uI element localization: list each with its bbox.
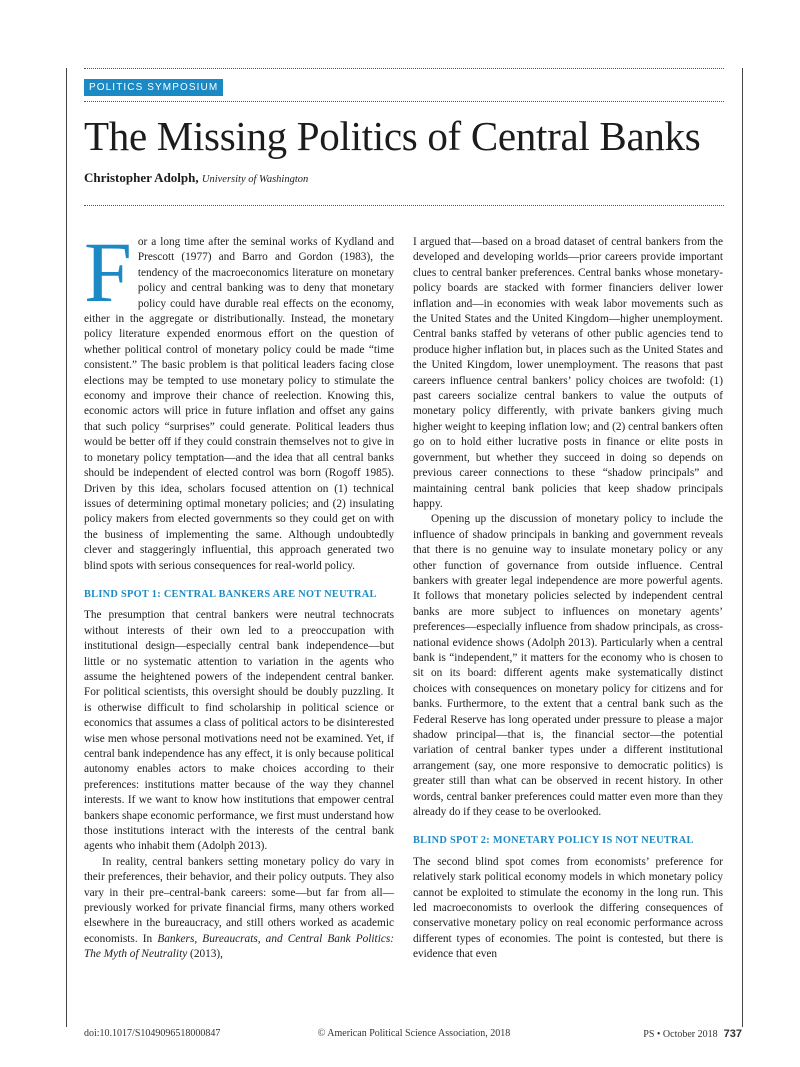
journal-info: PS • October 2018 <box>643 1029 718 1040</box>
article-title: The Missing Politics of Central Banks <box>84 113 701 159</box>
left-margin-rule <box>66 68 67 1027</box>
section-tag: POLITICS SYMPOSIUM <box>84 79 223 96</box>
journal-issue <box>643 1028 742 1040</box>
body-paragraph: I argued that—based on a broad dataset of central bankers from the developed and developing worlds—prior careers provide important clues to central banker preferences. Central banks whose monetary-policy boards are stacked with former financiers deliver lower inflation and—in economies with weak labor movements such as the United States and the United Kingdom—higher unemployment. Central banks staffed by veterans of other public agencies tend to produce higher inflation but, in places such as the United States and the United Kingdom, lower unemployment. The reasons that past careers influence central bankers’ policy choices are twofold: (1) past careers socialize central bankers to value the outputs of monetary policy differently, with private bankers giving much higher weight to keeping inflation low; and (2) central bankers often go on to hold either lucrative posts in finance or elite posts in government, but whether they succeed in doing so depends on previous career connections to these “shadow principals” and maintaining central bank policies that keep shadow principals happy. <box>413 236 723 510</box>
tag-dotted-rule <box>84 101 724 102</box>
book-title: Bankers, Bureaucrats, and Central Bank Politics: The Myth of Neutrality <box>84 932 395 961</box>
section-heading-blind-spot-1: BLIND SPOT 1: CENTRAL BANKERS ARE NOT NEUTRAL <box>84 588 377 600</box>
byline-dotted-rule <box>84 205 724 206</box>
author-name: Christopher Adolph, <box>84 170 199 185</box>
body-paragraph <box>84 855 394 963</box>
section-heading-blind-spot-2: BLIND SPOT 2: MONETARY POLICY IS NOT NEUTRAL <box>413 835 694 847</box>
page-number: 737 <box>723 1028 742 1040</box>
doi-link[interactable]: doi:10.1017/S1049096518000847 <box>84 1028 221 1039</box>
drop-cap: F <box>84 224 132 320</box>
top-dotted-rule <box>84 68 724 69</box>
right-column <box>413 235 723 963</box>
author-affiliation: University of Washington <box>201 174 309 185</box>
body-paragraph: Opening up the discussion of monetary policy to include the influence of shadow principals in banking and government reveals that there is no genuine way to insulate monetary policy or any other function of governance from outside influence. Central bankers with greater legal independence are more powerful agents. It follows that monetary policies selected by independent central banks are more subject to influences on monetary agents’ preferences—especially influence from shadow principals, as cross-national evidence shows (Adolph 2013). Particularly when a central bank is “independent,” it matters for the economy who is chosen to sit on its board: different agents make systematically distinct choices with consequences on monetary policy for citizens and for banks. Furthermore, to the extent that a central bank such as the Federal Reserve has long operated under pressure to please a major shadow principal—that is, the financial sector—the potential variation of central banker types under a different institutional arrangement (say, one more responsive to democratic politics) is greater still than what can be observed in recent history. In other words, central banker preferences could matter even more than they already do if they cease to be overlooked. <box>413 513 723 819</box>
body-text: (2013), <box>187 948 224 961</box>
intro-paragraph <box>84 224 394 574</box>
right-margin-rule <box>742 68 743 1027</box>
body-paragraph: The presumption that central bankers were neutral technocrats without interests of their own led to a preoccupation with institutional design—especially central bank independence—but little or no systematic attention to variation in the agents who assume the heightened powers of the independent central banker. For political scientists, this oversight should be doubly puzzling. It is otherwise difficult to find scholarship in political science or economics that assumes a class of political actors to be disinterested wise men whose personal motivations need not be examined. Yet, if central bank independence has any effect, it is only because political autonomy enables actors to make choices according to their preferences: institutions matter because of the way they channel interests. If we want to know how institutions that empower central bankers shape economic performance, we first must understand how those institutions interact with the interests of the central bank agents who inhabit them (Adolph 2013). <box>84 609 394 853</box>
body-paragraph: The second blind spot comes from economists’ preference for relatively stark political economy models in which monetary policy cannot be exploited to stimulate the economy in the long run. This led macroeconomists to overlook the differing consequences of conservative monetary policy on real economic performance across different types of economies. The point is contested, but there is evidence that even <box>413 855 723 961</box>
copyright: © American Political Science Association, 2018 <box>317 1028 511 1039</box>
intro-text: or a long time after the seminal works of Kydland and Prescott (1977) and Barro and Gordon (1983), the tendency of the macroeconomics literature on monetary policy and central banking was to deny that monetary policy could have durable real effects on the economy, either in the aggregate or distributionally. Instead, the monetary policy literature expended enormous effort on the question of whether political control of monetary policy could be made “time consistent.” The basic problem is that political leaders facing close elections may be tempted to use monetary policy to stimulate the economy and improve their chance of reelection. Knowing this, economic actors will price in future inflation and offset any gains that such policy “surprises” could generate. Political leaders thus would be better off if they could constrain themselves not to give in to monetary policy temptation—and the idea that all central banks should be independent of elected control was born (Rogoff 1985). Driven by this idea, scholars focused attention on (1) technical issues of determining optimal monetary policies; and (2) insulating policy makers from elected governments so they could get on with the business of implementing the same. Although undoubtedly clever and staggeringly influential, this approach generated two blind spots with serious consequences for real-world policy. <box>84 236 394 572</box>
body-text: In reality, central bankers setting monetary policy do vary in their preferences, their behavior, and their policy outputs. They also vary in their pre–central-bank careers: some—but far from all—previously worked for private financial firms, many others worked elsewhere in the bureaucracy, and still others worked as academic economists. In <box>84 855 394 945</box>
page-footer <box>84 1028 742 1042</box>
left-column <box>84 224 395 963</box>
byline <box>84 170 308 186</box>
